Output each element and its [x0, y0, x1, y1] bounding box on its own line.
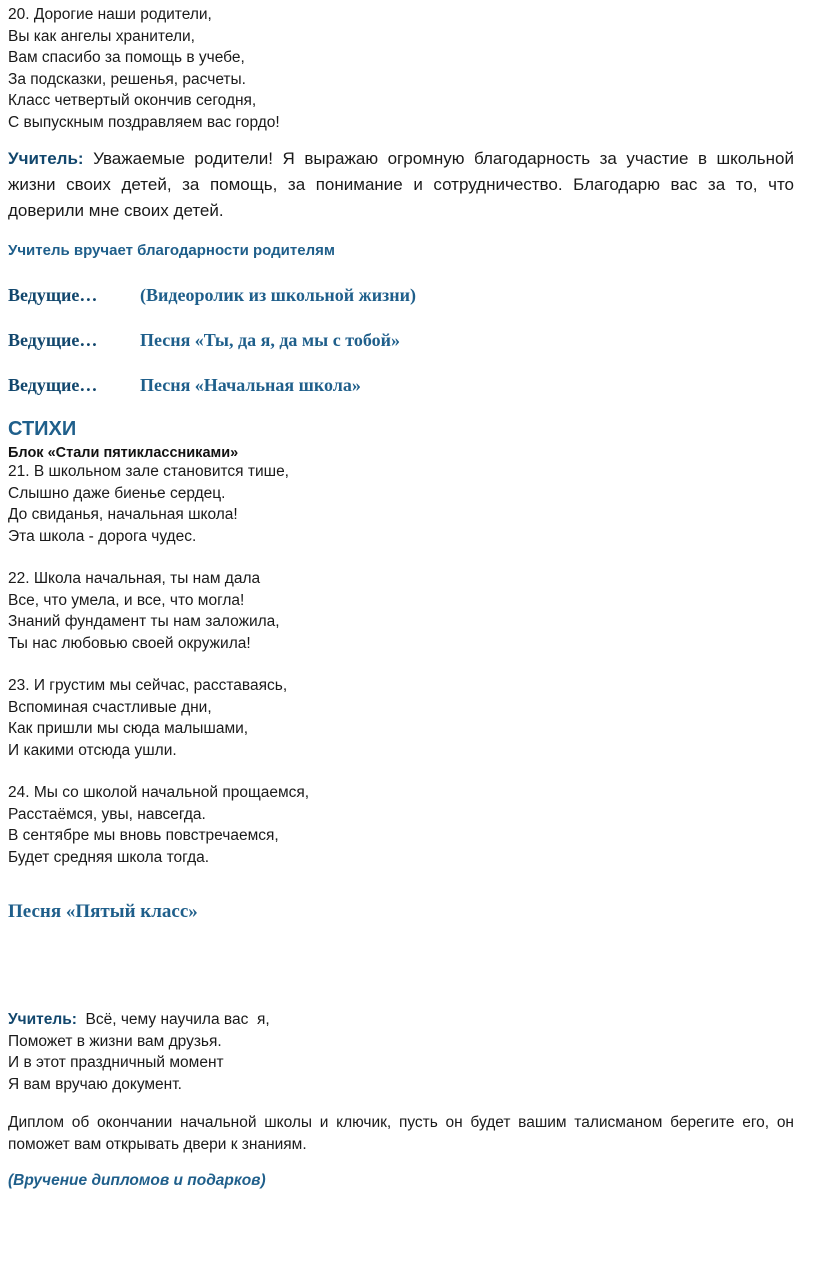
verse-line: И какими отсюда ушли.: [8, 741, 177, 759]
host-label: Ведущие…: [8, 285, 98, 305]
verse-line: До свиданья, начальная школа!: [8, 506, 238, 523]
diploma-paragraph: Диплом об окончании начальной школы и ключик, пусть он будет вашим талисманом берегите его, он поможет вам открывать двери к знаниям.: [8, 1114, 794, 1153]
verse-line: Будет средняя школа тогда.: [8, 848, 210, 866]
verse-line: Класс четвертый окончив сегодня,: [8, 92, 257, 109]
host-label: Ведущие…: [8, 375, 98, 395]
teacher-label: Учитель:: [8, 149, 84, 168]
verse-line: Слышно даже биенье сердец.: [8, 484, 226, 502]
block-subtitle: Блок «Стали пятиклассниками»: [8, 445, 239, 461]
teacher-label: Учитель:: [8, 1011, 77, 1028]
stanza: [8, 568, 794, 654]
handout-note: (Вручение дипломов и подарков): [8, 1171, 266, 1189]
verse-line: 23. И грустим мы сейчас, расставаясь,: [8, 677, 288, 694]
verse-line: 24. Мы со школой начальной прощаемся,: [8, 784, 310, 801]
verse-line: 21. В школьном зале становится тише,: [8, 463, 289, 480]
teacher-verse: [8, 1009, 794, 1095]
verse-line: Как пришли мы сюда малышами,: [8, 720, 249, 737]
teacher-verse-line: Поможет в жизни вам друзья.: [8, 1032, 222, 1050]
section-title: СТИХИ: [8, 418, 77, 440]
verse-line: За подсказки, решенья, расчеты.: [8, 70, 246, 88]
verse-line: С выпускным поздравляем вас гордо!: [8, 113, 280, 131]
teacher-verse-first-line: [8, 1009, 794, 1031]
host-item: Песня «Ты, да я, да мы с тобой»: [140, 330, 400, 350]
teacher-verse-line: И в этот праздничный момент: [8, 1054, 224, 1071]
stanza: [8, 782, 794, 868]
verse-line: Вспоминая счастливые дни,: [8, 698, 212, 716]
stanza: [8, 461, 794, 547]
verse-line: Все, что умела, и все, что могла!: [8, 591, 245, 609]
host-row: [8, 285, 794, 306]
host-item: (Видеоролик из школьной жизни): [140, 285, 417, 305]
verse-line: Ты нас любовью своей окружила!: [8, 634, 251, 652]
verse-line: Вы как ангелы хранители,: [8, 27, 195, 45]
verse-line: Эта школа - дорога чудес.: [8, 527, 197, 545]
verse-line: 20. Дорогие наши родители,: [8, 6, 212, 23]
verse-20: [8, 4, 794, 133]
verse-line: Знаний фундамент ты нам заложила,: [8, 613, 280, 630]
verse-line: Вам спасибо за помощь в учебе,: [8, 49, 245, 66]
verse-line: Расстаёмся, увы, навсегда.: [8, 805, 206, 823]
teacher-text: Уважаемые родители! Я выражаю огромную благодарность за участие в школьной жизни своих детей, за помощь, за понимание и сотрудничество. Благодарю вас за то, что доверили мне своих детей.: [8, 149, 794, 220]
host-row: [8, 375, 794, 396]
teacher-verse-line: Всё, чему научила вас я,: [76, 1011, 270, 1028]
thanks-note: Учитель вручает благодарности родителям: [8, 242, 335, 259]
host-label: Ведущие…: [8, 330, 98, 350]
song-title: Песня «Пятый класс»: [8, 901, 198, 922]
verse-line: В сентябре мы вновь повстречаемся,: [8, 827, 279, 844]
teacher-verse-line: Я вам вручаю документ.: [8, 1075, 182, 1093]
teacher-paragraph: [8, 146, 794, 224]
verse-line: 22. Школа начальная, ты нам дала: [8, 570, 261, 587]
host-row: [8, 330, 794, 351]
stanza: [8, 675, 794, 761]
host-item: Песня «Начальная школа»: [140, 375, 361, 395]
